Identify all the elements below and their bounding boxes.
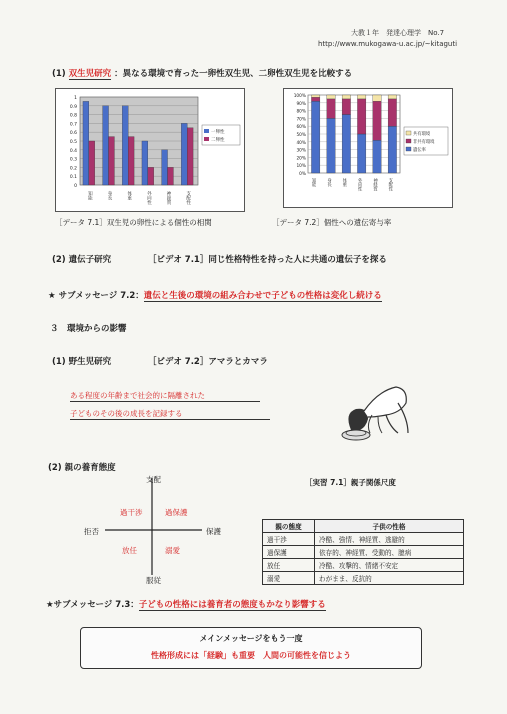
section1-title: 双生児研究 xyxy=(68,69,112,79)
heritability-svg xyxy=(284,89,452,207)
chart2-legend-label: 遺伝率 xyxy=(413,148,426,153)
chart2-ytick: 10% xyxy=(296,164,306,170)
chart2-caption: ［データ 7.2］個性への遺伝寄与率 xyxy=(272,218,392,227)
sub73-text: 子どもの性格には養育者の態度もかなり影響する xyxy=(138,600,326,610)
feral-title: 野生児研究 xyxy=(68,357,112,367)
chart2-bar-segment xyxy=(388,99,396,126)
table-cell-attitude: 過干渉 xyxy=(263,533,315,546)
chart2-ytick: 80% xyxy=(296,109,306,115)
chart1-category-label: 体重 xyxy=(126,191,132,200)
chart1-bar xyxy=(142,141,148,185)
course-url: http://www.mukogawa-u.ac.jp/~kitaguti xyxy=(318,40,458,48)
chart2-bar-segment xyxy=(327,95,335,99)
chart2-ytick: 90% xyxy=(296,101,306,107)
chart1-bar xyxy=(148,167,154,185)
chart1-ytick: 0.3 xyxy=(69,157,77,163)
chart2-category-label: 体重 xyxy=(341,178,347,187)
chart2-bar-segment xyxy=(357,95,365,99)
chart1-bar xyxy=(109,137,115,185)
table-header-personality: 子供の性格 xyxy=(315,520,464,533)
table-cell-personality: 依存的、神経質、受動的、臆病 xyxy=(315,546,464,559)
quadrant-neglect: 放任 xyxy=(122,546,137,555)
chart1-bar xyxy=(122,106,128,185)
chart1-category-label: 支配性 xyxy=(185,191,191,205)
quadrant-indulgence: 溺愛 xyxy=(165,546,180,555)
chart1-category-label: 神経質 xyxy=(166,191,171,205)
chart2-bar-segment xyxy=(327,99,335,119)
axis-left-label: 拒否 xyxy=(84,527,99,536)
chart2-bar-segment xyxy=(311,101,319,173)
chart2-category-label: 外向性 xyxy=(357,178,363,191)
chart1-bar xyxy=(83,101,89,185)
chart1-legend-swatch xyxy=(204,129,209,133)
sub-message-72 xyxy=(48,289,382,301)
section1-heading xyxy=(52,67,352,79)
feral-number: (1) xyxy=(52,357,66,367)
section1-subtitle: ：異なる環境で育った一卵性双生児、二卵性双生児を比較する xyxy=(114,69,353,79)
feral-line2: 子どものその後の成長を記録する xyxy=(70,408,270,420)
chart1-ytick: 0 xyxy=(74,184,77,189)
chart1-ytick: 0.1 xyxy=(69,175,77,181)
table-row xyxy=(263,533,464,546)
chart1-ytick: 0.5 xyxy=(69,140,77,145)
exercise71-label: ［実習 7.1］親子関係尺度 xyxy=(305,478,396,487)
table-header-row xyxy=(263,520,464,533)
main-message-box xyxy=(80,627,422,669)
chart2-ytick: 60% xyxy=(296,125,306,131)
chart2-bar-segment xyxy=(327,118,335,173)
chart1-category-label: 身長 xyxy=(107,191,112,200)
chart2-category-label: 支配性 xyxy=(387,178,393,191)
parent-attitude-table xyxy=(262,519,464,585)
chart2-ytick: 100% xyxy=(293,94,306,99)
sub72-text: 遺伝と生後の環境の組み合わせで子どもの性格は変化し続ける xyxy=(143,291,382,301)
chart1-bar xyxy=(181,123,187,185)
chart1-caption: ［データ 7.1］双生児の卵性による個性の相関 xyxy=(55,218,212,227)
table-cell-attitude: 放任 xyxy=(263,559,315,572)
section2-heading xyxy=(52,253,111,265)
chart1-bar xyxy=(103,106,109,185)
chart1-bar xyxy=(168,167,174,185)
chart2-legend-label: 共有環境 xyxy=(413,132,431,137)
chart2-legend-label: 非共有環境 xyxy=(413,140,435,145)
table-cell-personality: 冷酷、強情、神経質、逃避的 xyxy=(315,533,464,546)
chart1-category-label: 知能 xyxy=(87,191,93,200)
quadrant-overinterference: 過干渉 xyxy=(120,508,143,517)
chart1-legend-label: 一卵性 xyxy=(211,130,225,135)
sub73-label: ★サブメッセージ 7.3： xyxy=(46,600,139,610)
quadrant-overprotection: 過保護 xyxy=(165,508,188,517)
feral-line1: ある程度の年齢まで社会的に隔離された xyxy=(70,390,260,402)
chart2-ytick: 20% xyxy=(296,156,306,162)
table-row xyxy=(263,572,464,585)
chart2-legend-swatch xyxy=(406,131,411,135)
table-row xyxy=(263,546,464,559)
chart2-bar-segment xyxy=(388,126,396,173)
chart2-bar-segment xyxy=(373,95,381,101)
chart2-bar-segment xyxy=(373,101,381,140)
chart1-ytick: 0.4 xyxy=(69,148,77,154)
video71-label: ［ビデオ 7.1］同じ性格特性を持った人に共通の遺伝子を探る xyxy=(148,255,387,265)
chart1-bar xyxy=(89,141,95,185)
course-title: 大教１年 発達心理学 No.7 xyxy=(351,29,445,37)
chart1-ytick: 0.2 xyxy=(69,166,77,172)
chart1-ytick: 0.7 xyxy=(69,122,77,128)
chart1-bar xyxy=(187,128,193,185)
chart1-ytick: 0.9 xyxy=(69,104,77,110)
chart2-bar-segment xyxy=(357,99,365,134)
chart2-ytick: 70% xyxy=(296,117,306,123)
axis-top-label: 支配 xyxy=(146,475,161,484)
chart2-legend-swatch xyxy=(406,139,411,143)
sub-message-73 xyxy=(46,598,326,610)
section3-heading: ３ 環境からの影響 xyxy=(50,324,127,334)
main-message-text: 性格形成には「経験」も重要 人間の可能性を信じよう xyxy=(151,651,351,660)
chart1-legend-swatch xyxy=(204,137,209,141)
chart2-ytick: 30% xyxy=(296,148,306,154)
chart1-category-label: 外向性 xyxy=(146,191,152,205)
chart2-bar-segment xyxy=(311,97,319,101)
chart2-category-label: 身長 xyxy=(326,178,332,187)
chart2-bar-segment xyxy=(342,95,350,99)
main-message-title: メインメッセージをもう一度 xyxy=(199,634,303,643)
axis-bottom-label: 服従 xyxy=(146,576,161,585)
chart2-ytick: 50% xyxy=(296,133,306,138)
chart1-ytick: 0.6 xyxy=(69,131,77,137)
section1-number: (1) xyxy=(52,69,66,79)
chart2-bar-segment xyxy=(311,95,319,97)
section2-number: (2) xyxy=(52,255,66,265)
chart2-bar-segment xyxy=(342,99,350,115)
chart2-bar-segment xyxy=(388,95,396,99)
chart1-legend-label: 二卵性 xyxy=(211,138,225,143)
twin-correlation-chart xyxy=(55,88,245,212)
chart2-category-label: 知能 xyxy=(311,178,317,187)
axis-right-label: 保護 xyxy=(206,527,221,536)
section2-title: 遺伝子研究 xyxy=(68,255,112,265)
chart1-ytick: 1 xyxy=(74,96,77,101)
chart1-bar xyxy=(128,137,134,185)
table-cell-personality: わがまま、反抗的 xyxy=(315,572,464,585)
chart2-bar-segment xyxy=(357,134,365,173)
sub72-label: ★ サブメッセージ 7.2： xyxy=(48,291,144,301)
table-cell-attitude: 過保護 xyxy=(263,546,315,559)
twin-correlation-svg xyxy=(56,89,244,211)
chart2-bar-segment xyxy=(342,115,350,174)
table-row xyxy=(263,559,464,572)
feral-child-illustration xyxy=(316,375,416,445)
chart2-ytick: 0% xyxy=(299,172,306,177)
table-cell-attitude: 溺愛 xyxy=(263,572,315,585)
feral-heading xyxy=(52,355,111,367)
chart2-bar-segment xyxy=(373,140,381,173)
chart1-ytick: 0.8 xyxy=(69,113,77,119)
chart2-legend-swatch xyxy=(406,147,411,151)
chart2-category-label: 神経質 xyxy=(372,178,378,191)
table-header-attitude: 親の態度 xyxy=(263,520,315,533)
table-cell-personality: 冷酷、攻撃的、情緒不安定 xyxy=(315,559,464,572)
parenting-heading: (2) 親の養育態度 xyxy=(48,463,116,473)
chart2-ytick: 40% xyxy=(296,140,306,146)
chart1-bar xyxy=(162,150,168,185)
video72-label: ［ビデオ 7.2］アマラとカマラ xyxy=(148,357,268,367)
heritability-chart xyxy=(283,88,453,208)
